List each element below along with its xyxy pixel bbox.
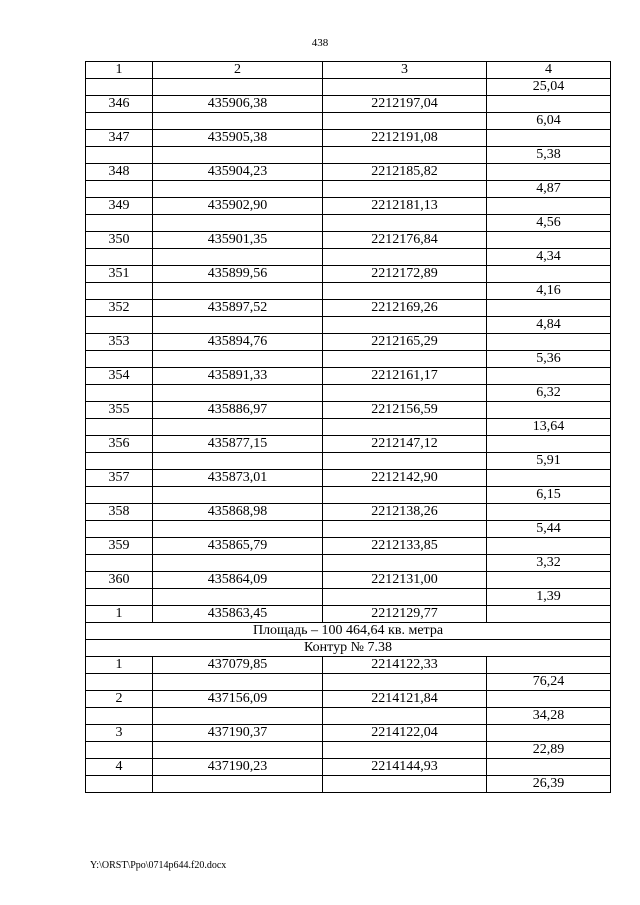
distance-cell: 4,34 [487,249,611,266]
empty-cell [86,776,153,793]
point-id-cell: 350 [86,232,153,249]
point-id-cell: 355 [86,402,153,419]
x-coordinate-cell: 435905,38 [153,130,323,147]
distance-cell: 4,84 [487,317,611,334]
point-row [86,368,611,385]
y-coordinate-cell: 2212176,84 [323,232,487,249]
point-row [86,334,611,351]
distance-row [86,385,611,402]
distance-empty-cell [487,436,611,453]
empty-cell [153,181,323,198]
y-coordinate-cell: 2212161,17 [323,368,487,385]
empty-cell [323,487,487,504]
empty-cell [153,113,323,130]
merged-cell: Контур № 7.38 [86,640,611,657]
point-row [86,572,611,589]
empty-cell [86,453,153,470]
distance-row [86,147,611,164]
distance-row [86,453,611,470]
header-cell-2: 2 [153,62,323,79]
x-coordinate-cell: 435901,35 [153,232,323,249]
empty-cell [323,708,487,725]
y-coordinate-cell: 2212181,13 [323,198,487,215]
empty-cell [323,351,487,368]
point-row [86,266,611,283]
distance-row [86,708,611,725]
y-coordinate-cell: 2214144,93 [323,759,487,776]
x-coordinate-cell: 437190,37 [153,725,323,742]
y-coordinate-cell: 2214122,33 [323,657,487,674]
empty-cell [153,674,323,691]
empty-cell [86,521,153,538]
distance-empty-cell [487,198,611,215]
distance-row [86,487,611,504]
distance-empty-cell [487,266,611,283]
y-coordinate-cell: 2212197,04 [323,96,487,113]
x-coordinate-cell: 435865,79 [153,538,323,555]
y-coordinate-cell: 2212172,89 [323,266,487,283]
distance-row [86,215,611,232]
empty-cell [323,521,487,538]
distance-cell: 25,04 [487,79,611,96]
distance-empty-cell [487,504,611,521]
x-coordinate-cell: 437156,09 [153,691,323,708]
distance-cell: 76,24 [487,674,611,691]
empty-cell [86,181,153,198]
empty-cell [323,385,487,402]
point-id-cell: 352 [86,300,153,317]
empty-cell [153,351,323,368]
point-row [86,436,611,453]
x-coordinate-cell: 435886,97 [153,402,323,419]
distance-row [86,555,611,572]
point-id-cell: 360 [86,572,153,589]
empty-cell [153,147,323,164]
point-id-cell: 356 [86,436,153,453]
merged-row [86,640,611,657]
x-coordinate-cell: 435906,38 [153,96,323,113]
empty-cell [153,521,323,538]
distance-row [86,521,611,538]
empty-cell [86,589,153,606]
x-coordinate-cell: 435868,98 [153,504,323,521]
point-id-cell: 357 [86,470,153,487]
point-row [86,470,611,487]
empty-cell [153,215,323,232]
empty-cell [86,385,153,402]
distance-empty-cell [487,572,611,589]
x-coordinate-cell: 435877,15 [153,436,323,453]
point-id-cell: 354 [86,368,153,385]
x-coordinate-cell: 435904,23 [153,164,323,181]
distance-empty-cell [487,470,611,487]
distance-empty-cell [487,606,611,623]
distance-cell: 6,32 [487,385,611,402]
distance-row [86,113,611,130]
empty-cell [323,453,487,470]
y-coordinate-cell: 2212142,90 [323,470,487,487]
empty-cell [86,283,153,300]
distance-row [86,419,611,436]
distance-empty-cell [487,130,611,147]
empty-cell [153,487,323,504]
distance-cell: 5,36 [487,351,611,368]
table-body [86,62,611,793]
distance-empty-cell [487,657,611,674]
distance-row [86,776,611,793]
point-row [86,504,611,521]
empty-cell [323,589,487,606]
y-coordinate-cell: 2212165,29 [323,334,487,351]
empty-cell [153,385,323,402]
point-id-cell: 346 [86,96,153,113]
distance-row [86,674,611,691]
empty-cell [86,79,153,96]
point-id-cell: 348 [86,164,153,181]
y-coordinate-cell: 2212185,82 [323,164,487,181]
page-number: 438 [311,37,329,49]
point-row [86,232,611,249]
distance-cell: 4,56 [487,215,611,232]
empty-cell [86,487,153,504]
empty-cell [86,351,153,368]
distance-row [86,283,611,300]
empty-cell [153,708,323,725]
x-coordinate-cell: 435873,01 [153,470,323,487]
distance-row [86,79,611,96]
distance-cell: 4,16 [487,283,611,300]
empty-cell [86,742,153,759]
empty-cell [323,555,487,572]
header-cell-4: 4 [487,62,611,79]
distance-empty-cell [487,96,611,113]
distance-cell: 4,87 [487,181,611,198]
distance-empty-cell [487,300,611,317]
empty-cell [86,147,153,164]
distance-row [86,317,611,334]
empty-cell [323,674,487,691]
empty-cell [153,249,323,266]
empty-cell [323,181,487,198]
empty-cell [86,674,153,691]
distance-cell: 3,32 [487,555,611,572]
distance-empty-cell [487,232,611,249]
distance-empty-cell [487,725,611,742]
merged-cell: Площадь – 100 464,64 кв. метра [86,623,611,640]
y-coordinate-cell: 2214121,84 [323,691,487,708]
y-coordinate-cell: 2212156,59 [323,402,487,419]
x-coordinate-cell: 437079,85 [153,657,323,674]
distance-row [86,589,611,606]
distance-cell: 22,89 [487,742,611,759]
x-coordinate-cell: 435864,09 [153,572,323,589]
distance-empty-cell [487,368,611,385]
empty-cell [153,555,323,572]
empty-cell [323,776,487,793]
point-row [86,759,611,776]
x-coordinate-cell: 435891,33 [153,368,323,385]
point-id-cell: 4 [86,759,153,776]
empty-cell [323,113,487,130]
y-coordinate-cell: 2212133,85 [323,538,487,555]
empty-cell [153,453,323,470]
y-coordinate-cell: 2212191,08 [323,130,487,147]
point-id-cell: 347 [86,130,153,147]
empty-cell [323,742,487,759]
empty-cell [86,317,153,334]
point-id-cell: 2 [86,691,153,708]
empty-cell [86,249,153,266]
header-cell-3: 3 [323,62,487,79]
distance-cell: 1,39 [487,589,611,606]
empty-cell [323,283,487,300]
distance-empty-cell [487,691,611,708]
point-id-cell: 351 [86,266,153,283]
empty-cell [323,215,487,232]
header-cell-1: 1 [86,62,153,79]
y-coordinate-cell: 2212129,77 [323,606,487,623]
point-id-cell: 353 [86,334,153,351]
point-id-cell: 1 [86,606,153,623]
distance-empty-cell [487,334,611,351]
y-coordinate-cell: 2212131,00 [323,572,487,589]
empty-cell [323,249,487,266]
empty-cell [153,742,323,759]
point-row [86,164,611,181]
distance-cell: 34,28 [487,708,611,725]
distance-cell: 5,44 [487,521,611,538]
x-coordinate-cell: 435899,56 [153,266,323,283]
y-coordinate-cell: 2212169,26 [323,300,487,317]
x-coordinate-cell: 435897,52 [153,300,323,317]
x-coordinate-cell: 435902,90 [153,198,323,215]
distance-cell: 5,38 [487,147,611,164]
footer-file-path: Y:\ORST\Ppo\0714p644.f20.docx [90,860,227,871]
point-row [86,300,611,317]
distance-cell: 6,04 [487,113,611,130]
distance-row [86,742,611,759]
point-row [86,606,611,623]
distance-empty-cell [487,402,611,419]
distance-empty-cell [487,759,611,776]
coordinates-table [85,61,611,793]
empty-cell [86,419,153,436]
point-row [86,657,611,674]
empty-cell [323,419,487,436]
distance-row [86,181,611,198]
empty-cell [86,113,153,130]
point-id-cell: 358 [86,504,153,521]
distance-row [86,351,611,368]
x-coordinate-cell: 435863,45 [153,606,323,623]
empty-cell [153,79,323,96]
empty-cell [323,147,487,164]
empty-cell [86,555,153,572]
point-row [86,725,611,742]
header-row [86,62,611,79]
empty-cell [153,283,323,300]
point-id-cell: 349 [86,198,153,215]
point-row [86,538,611,555]
x-coordinate-cell: 435894,76 [153,334,323,351]
distance-cell: 5,91 [487,453,611,470]
empty-cell [86,215,153,232]
distance-row [86,249,611,266]
distance-cell: 26,39 [487,776,611,793]
empty-cell [153,419,323,436]
empty-cell [153,317,323,334]
distance-empty-cell [487,538,611,555]
y-coordinate-cell: 2212138,26 [323,504,487,521]
point-row [86,130,611,147]
y-coordinate-cell: 2212147,12 [323,436,487,453]
point-id-cell: 359 [86,538,153,555]
distance-cell: 6,15 [487,487,611,504]
distance-cell: 13,64 [487,419,611,436]
empty-cell [323,79,487,96]
empty-cell [86,708,153,725]
distance-empty-cell [487,164,611,181]
point-row [86,96,611,113]
point-row [86,198,611,215]
empty-cell [323,317,487,334]
empty-cell [153,589,323,606]
point-row [86,402,611,419]
empty-cell [153,776,323,793]
point-row [86,691,611,708]
merged-row [86,623,611,640]
x-coordinate-cell: 437190,23 [153,759,323,776]
y-coordinate-cell: 2214122,04 [323,725,487,742]
point-id-cell: 3 [86,725,153,742]
point-id-cell: 1 [86,657,153,674]
